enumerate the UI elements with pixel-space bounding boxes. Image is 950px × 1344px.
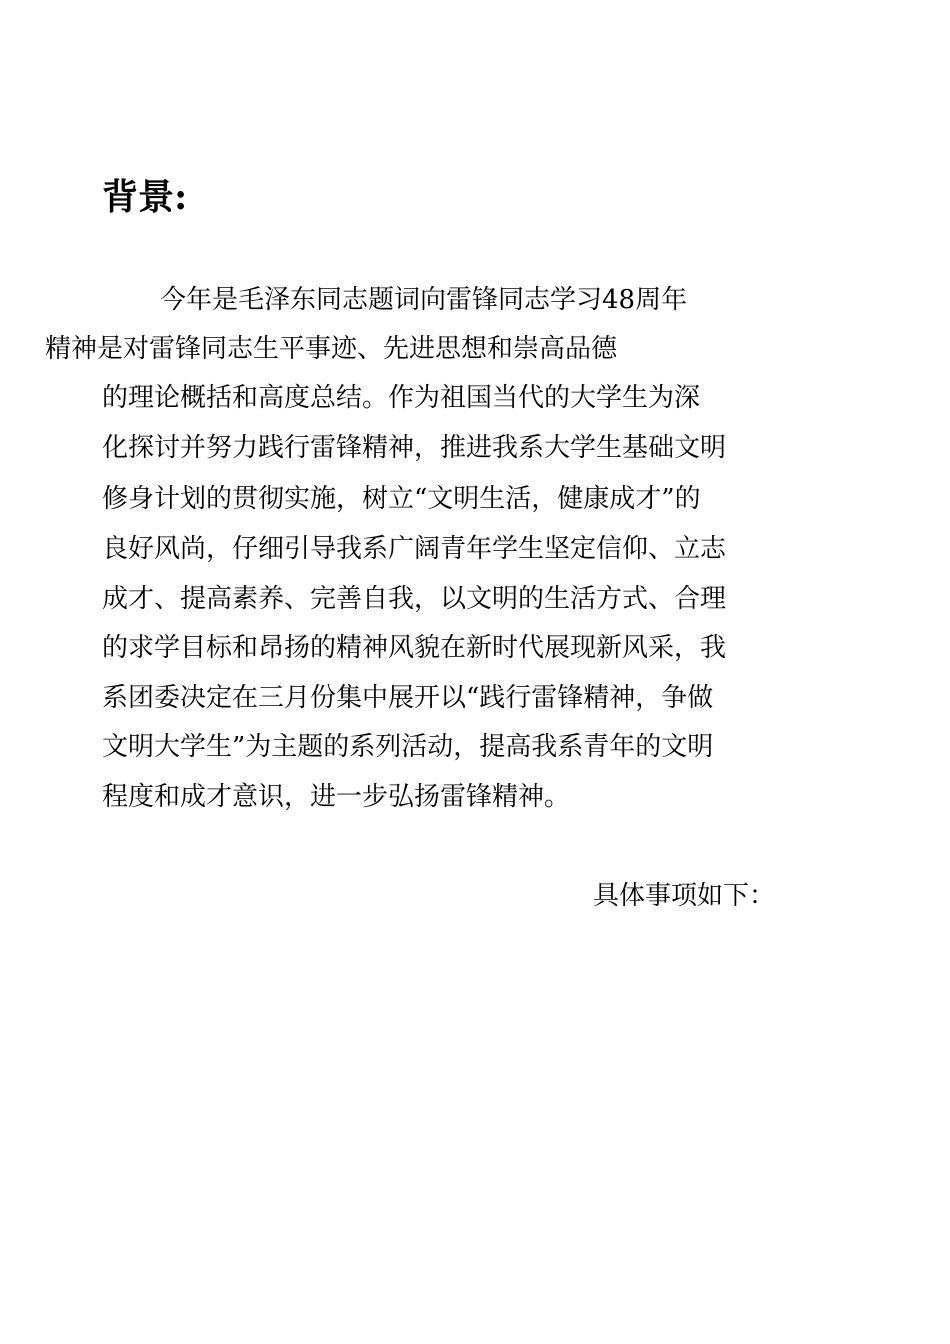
paragraph-line-3: 的理论概括和高度总结。作为祖国当代的大学生为深 xyxy=(102,383,701,413)
paragraph-line-8: 的求学目标和昂扬的精神风貌在新时代展现新风采，我 xyxy=(102,633,727,663)
paragraph-line-5: 修身计划的贯彻实施，树立“文明生活，健康成才”的 xyxy=(102,484,701,514)
paragraph-line-4: 化探讨并努力践行雷锋精神，推进我系大学生基础文明 xyxy=(102,433,727,463)
paragraph-line-11: 程度和成才意识，进一步弘扬雷锋精神。 xyxy=(102,782,571,812)
section-heading: 背景: xyxy=(102,176,188,218)
paragraph-line-2: 精神是对雷锋同志生平事迹、先进思想和崇高品德 xyxy=(45,334,618,364)
closing-line: 具体事项如下： xyxy=(593,881,776,911)
paragraph-line-1: 今年是毛泽东同志题词向雷锋同志学习48周年 xyxy=(160,285,688,315)
paragraph-line-9: 系团委决定在三月份集中展开以“践行雷锋精神，争做 xyxy=(102,683,714,713)
paragraph-line-7: 成才、提高素养、完善自我，以文明的生活方式、合理 xyxy=(102,584,727,614)
paragraph-line-10: 文明大学生”为主题的系列活动，提高我系青年的文明 xyxy=(102,732,714,762)
paragraph-line-6: 良好风尚，仔细引导我系广阔青年学生坚定信仰、立志 xyxy=(102,534,727,564)
